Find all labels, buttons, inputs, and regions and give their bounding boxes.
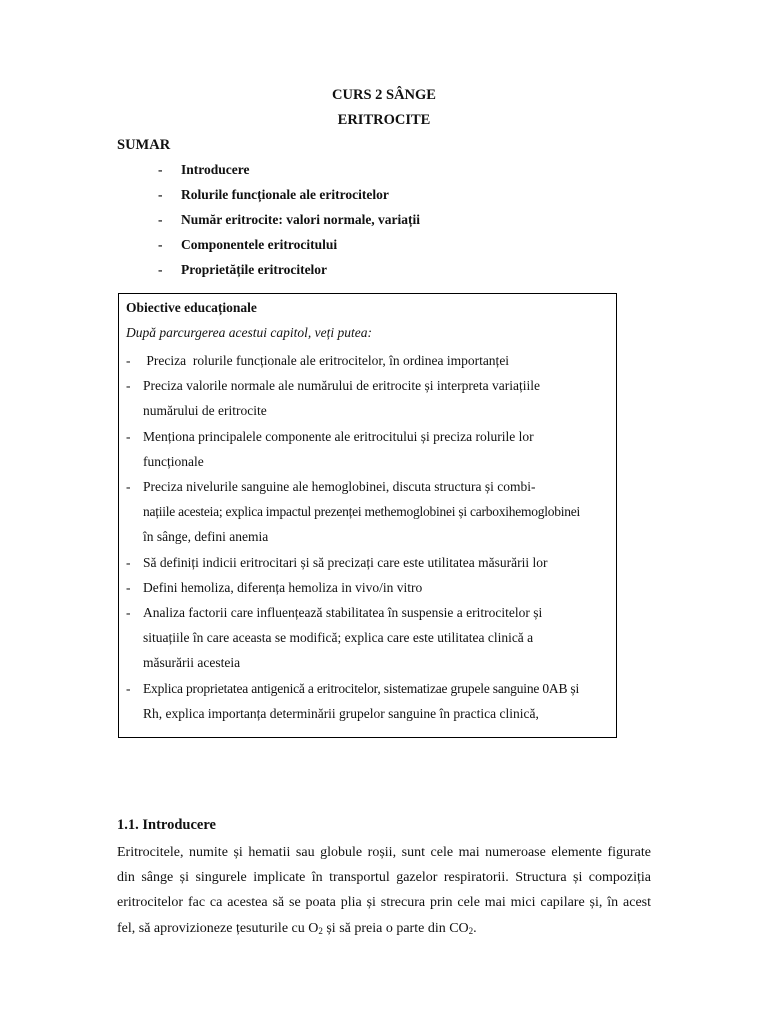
summary-item: - Proprietățile eritrocitelor <box>158 262 328 277</box>
summary-item: - Rolurile funcționale ale eritrocitelor <box>158 187 389 202</box>
objective-item: - Defini hemoliza, diferența hemoliza in vivo/in vitro <box>126 579 423 595</box>
objective-item: - Preciza valorile normale ale numărului de eritrocite și interpreta variațiile numărului de eritrocite <box>126 378 540 419</box>
summary-item: - Număr eritrocite: valori normale, variații <box>158 212 421 227</box>
objective-item: - Preciza rolurile funcționale ale eritrocitelor, în ordinea importanței <box>126 353 510 368</box>
objectives-title: Obiective educaționale <box>126 300 257 315</box>
summary-list <box>158 162 420 287</box>
objective-item: - Menționa principalele componente ale eritrocitului și preciza rolurile lor funcționale <box>126 428 534 469</box>
objectives-list <box>126 348 636 726</box>
summary-label: SUMAR <box>117 137 171 153</box>
section-paragraph: Eritrocitele, numite și hematii sau globule roșii, sunt cele mai numeroase elemente figurate din sânge și singurele implicate în transportul gazelor respiratorii. Structura și compoziția eritrocitelor fac ca acestea să se poata plia și strecura prin cele mai mici capilare și, în acest fel, să aprovizioneze țesuturile cu $O_2$ și să preia o parte din $CO_2$. <box>117 845 651 936</box>
objectives-intro: După parcurgerea acestui capitol, veți putea: <box>126 325 372 340</box>
objective-item: - Analiza factorii care influențează stabilitatea în suspensie a eritrocitelor și situațiile în care aceasta se modifică; explica care este utilitatea clinică a măsurării acesteia <box>126 605 543 671</box>
summary-item: - Introducere <box>158 162 250 177</box>
summary-item: - Componentele eritrocitului <box>158 237 338 252</box>
objectives-box <box>118 293 617 738</box>
course-title: CURS 2 SÂNGE <box>332 87 436 103</box>
objective-item: - Să definiți indicii eritrocitari și să precizați care este utilitatea măsurării lor <box>126 554 548 570</box>
chapter-title: ERITROCITE <box>337 112 431 128</box>
objective-item: - Explica proprietatea antigenică a eritrocitelor, sistematizae grupele sanguine 0AB și Rh, explica importanța determinării grupelor sanguine în practica clinică, <box>126 680 580 721</box>
section-title: 1.1. Introducere <box>117 817 216 833</box>
objective-item: - Preciza nivelurile sanguine ale hemoglobinei, discuta structura și combi- națiile acesteia; explica impactul prezenței methemoglobinei și carboxihemoglobinei în sânge, defini anemia <box>126 479 580 545</box>
